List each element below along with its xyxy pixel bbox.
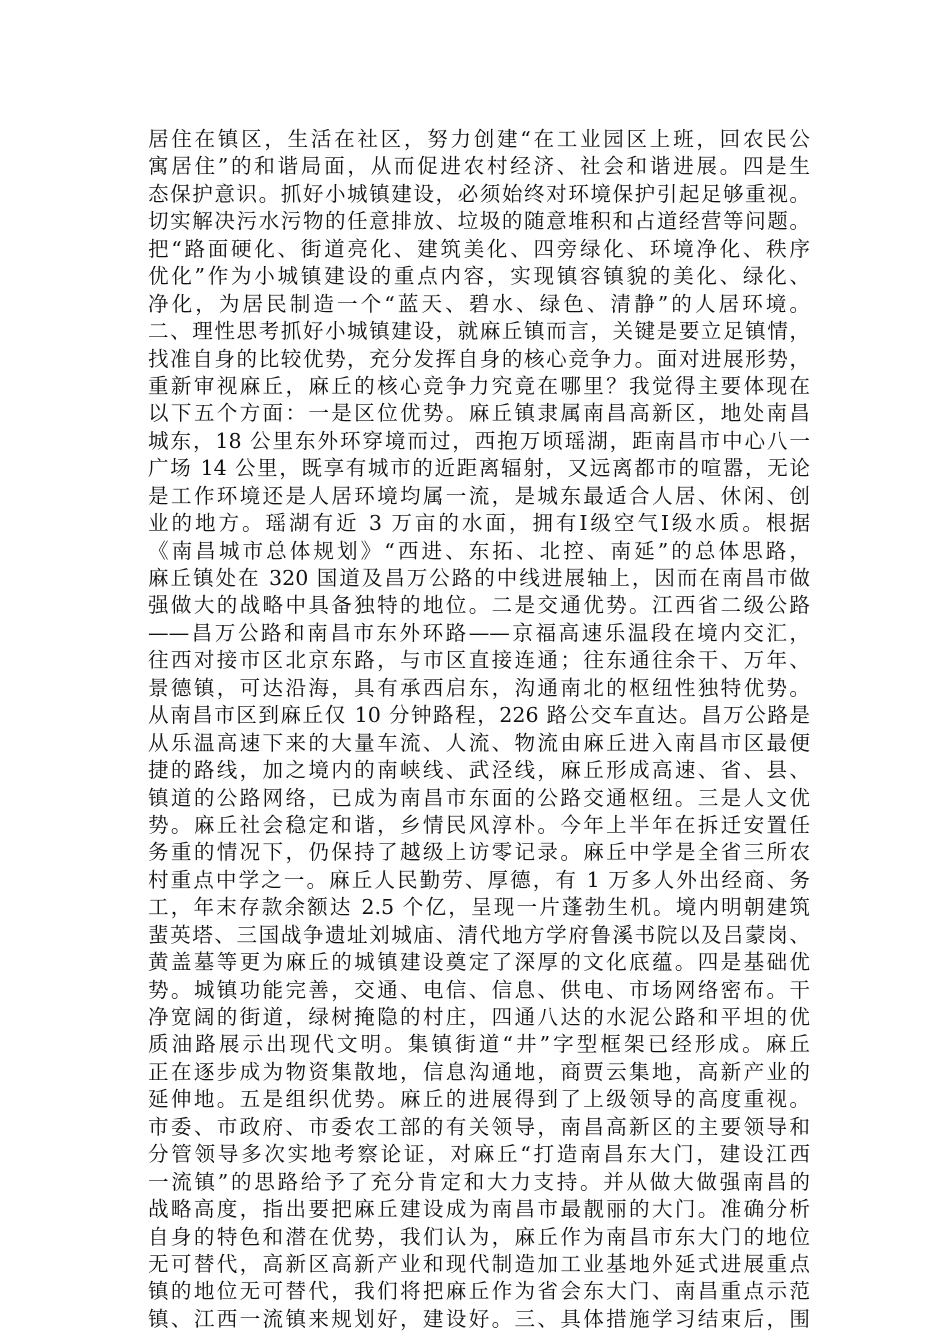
text-line: 业的地方。瑶湖有近 3 万亩的水面，拥有Ⅰ级空气Ⅰ级水质。根据 xyxy=(148,511,810,536)
text-line: 《南昌城市总体规划》“西进、东拓、北控、南延”的总体思路， xyxy=(148,538,810,563)
text-line: ——昌万公路和南昌市东外环路——京福高速乐温段在境内交汇， xyxy=(148,620,810,645)
text-line: 重新审视麻丘，麻丘的核心竞争力究竟在哪里？我觉得主要体现在 xyxy=(148,373,810,398)
text-line: 寓居住”的和谐局面，从而促进农村经济、社会和谐进展。四是生 xyxy=(148,154,810,179)
text-line: 态保护意识。抓好小城镇建设，必须始终对环境保护引起足够重视。 xyxy=(148,181,810,206)
text-line: 从乐温高速下来的大量车流、人流、物流由麻丘进入南昌市区最便 xyxy=(148,730,810,755)
text-line: 镇道的公路网络，已成为南昌市东面的公路交通枢纽。三是人文优 xyxy=(148,785,810,810)
text-line: 一流镇”的思路给予了充分肯定和大力支持。并从做大做强南昌的 xyxy=(148,1169,810,1194)
text-line: 景德镇，可达沿海，具有承西启东，沟通南北的枢纽性独特优势。 xyxy=(148,675,810,700)
text-line: 工，年末存款余额达 2.5 个亿，呈现一片蓬勃生机。境内明朝建筑 xyxy=(148,895,810,920)
text-line: 黄盖墓等更为麻丘的城镇建设奠定了深厚的文化底蕴。四是基础优 xyxy=(148,950,810,975)
text-line: 优化”作为小城镇建设的重点内容，实现镇容镇貌的美化、绿化、 xyxy=(148,264,810,289)
text-line: 从南昌市区到麻丘仅 10 分钟路程，226 路公交车直达。昌万公路是 xyxy=(148,703,810,728)
text-line: 市委、市政府、市委农工部的有关领导，南昌高新区的主要领导和 xyxy=(148,1114,810,1139)
document-body xyxy=(148,126,810,1333)
text-line: 居住在镇区，生活在社区，努力创建“在工业园区上班，回农民公 xyxy=(148,127,810,151)
text-line: 正在逐步成为物资集散地，信息沟通地，商贾云集地，高新产业的 xyxy=(148,1059,810,1084)
text-line: 分管领导多次实地考察论证，对麻丘“打造南昌东大门，建设江西 xyxy=(148,1142,810,1167)
text-line: 把“路面硬化、街道亮化、建筑美化、四旁绿化、环境净化、秩序 xyxy=(148,236,810,261)
text-line: 无可替代，高新区高新产业和现代制造加工业基地外延式进展重点 xyxy=(148,1251,810,1276)
text-line: 村重点中学之一。麻丘人民勤劳、厚德，有 1 万多人外出经商、务 xyxy=(148,867,810,892)
text-line: 镇、江西一流镇来规划好，建设好。三、具体措施学习结束后，围 xyxy=(148,1306,810,1331)
text-line: 切实解决污水污物的任意排放、垃圾的随意堆积和占道经营等问题。 xyxy=(148,209,810,234)
text-line: 务重的情况下，仍保持了越级上访零记录。麻丘中学是全省三所农 xyxy=(148,840,810,865)
text-line: 捷的路线，加之境内的南峡线、武泾线，麻丘形成高速、省、县、 xyxy=(148,758,810,783)
text-line: 找准自身的比较优势，充分发挥自身的核心竞争力。面对进展形势， xyxy=(148,346,810,371)
text-line: 质油路展示出现代文明。集镇街道“井”字型框架已经形成。麻丘 xyxy=(148,1032,810,1057)
text-line: 以下五个方面：一是区位优势。麻丘镇隶属南昌高新区，地处南昌 xyxy=(148,401,810,426)
text-line: 是工作环境还是人居环境均属一流，是城东最适合人居、休闲、创 xyxy=(148,483,810,508)
text-line: 广场 14 公里，既享有城市的近距离辐射，又远离都市的喧嚣，无论 xyxy=(148,456,810,481)
text-line: 自身的特色和潜在优势，我们认为，麻丘作为南昌市东大门的地位 xyxy=(148,1224,810,1249)
text-line: 势。城镇功能完善，交通、电信、信息、供电、市场网络密布。干 xyxy=(148,977,810,1002)
text-line: 战略高度，指出要把麻丘建设成为南昌市最靓丽的大门。准确分析 xyxy=(148,1197,810,1222)
text-line: 蜚英塔、三国战争遗址刘城庙、清代地方学府鲁溪书院以及吕蒙岗、 xyxy=(148,922,810,947)
text-line: 二、理性思考抓好小城镇建设，就麻丘镇而言，关键是要立足镇情， xyxy=(148,319,810,344)
text-line: 净宽阔的街道，绿树掩隐的村庄，四通八达的水泥公路和平坦的优 xyxy=(148,1005,810,1029)
text-line: 往西对接市区北京东路，与市区直接连通；往东通往余干、万年、 xyxy=(148,648,810,673)
text-line: 强做大的战略中具备独特的地位。二是交通优势。江西省二级公路 xyxy=(148,593,810,618)
text-line: 势。麻丘社会稳定和谐，乡情民风淳朴。今年上半年在拆迁安置任 xyxy=(148,812,810,837)
text-line: 镇的地位无可替代，我们将把麻丘作为省会东大门、南昌重点示范 xyxy=(148,1279,810,1304)
text-line: 麻丘镇处在 320 国道及昌万公路的中线进展轴上，因而在南昌市做 xyxy=(148,566,810,590)
text-line: 城东，18 公里东外环穿境而过，西抱万顷瑶湖，距南昌市中心八一 xyxy=(148,428,810,453)
text-line: 净化，为居民制造一个“蓝天、碧水、绿色、清静”的人居环境。 xyxy=(148,291,810,316)
text-line: 延伸地。五是组织优势。麻丘的进展得到了上级领导的高度重视。 xyxy=(148,1087,810,1112)
